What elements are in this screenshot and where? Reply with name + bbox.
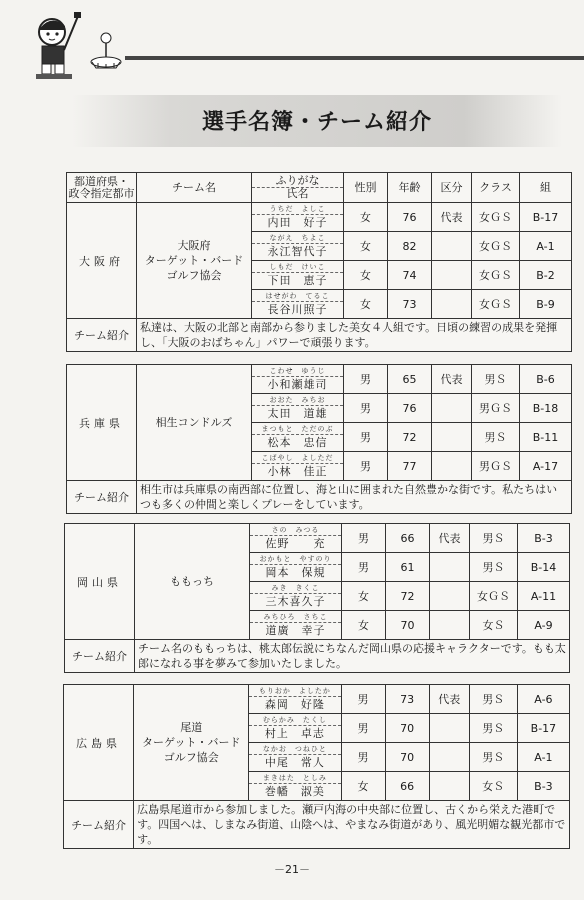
player-group: A-9 — [518, 611, 570, 640]
page-header — [0, 0, 584, 90]
player-class: 女ＧＳ — [472, 203, 520, 232]
player-group: A-6 — [517, 685, 569, 714]
page-title: 選手名簿・チーム紹介 — [201, 110, 432, 135]
player-name: 道廣 幸子 — [265, 623, 326, 637]
player-group: A-11 — [518, 582, 570, 611]
golf-cup-icon — [88, 30, 124, 70]
player-category: 代表 — [429, 685, 469, 714]
player-name: 佐野 充 — [265, 536, 326, 550]
player-name: 中尾 常人 — [264, 755, 325, 769]
player-age: 73 — [388, 290, 432, 319]
player-category — [430, 582, 470, 611]
intro-label: チーム紹介 — [67, 319, 137, 352]
player-age: 74 — [388, 261, 432, 290]
player-class: 男Ｓ — [470, 553, 518, 582]
player-age: 70 — [385, 743, 429, 772]
header-group: 組 — [520, 173, 572, 203]
player-gender: 女 — [344, 261, 388, 290]
prefecture-cell: 岡山県 — [65, 524, 135, 640]
player-name: 下田 恵子 — [267, 273, 328, 287]
player-furigana: こわせ ゆうじ — [252, 367, 343, 377]
player-gender: 男 — [344, 452, 388, 481]
player-name: 村上 卓志 — [264, 726, 325, 740]
player-name-cell — [250, 611, 342, 640]
intro-label: チーム紹介 — [64, 801, 134, 849]
player-age: 66 — [385, 772, 429, 801]
player-gender: 男 — [341, 743, 385, 772]
player-gender: 女 — [341, 772, 385, 801]
player-furigana: さの みつる — [250, 526, 341, 536]
player-category — [432, 423, 472, 452]
player-age: 70 — [386, 611, 430, 640]
page-number: －21－ — [274, 863, 310, 876]
player-name-cell — [252, 423, 344, 452]
player-category — [430, 611, 470, 640]
player-name-cell — [249, 743, 341, 772]
player-furigana: おおた みちお — [252, 396, 343, 406]
player-gender: 男 — [341, 685, 385, 714]
intro-text: 広島県尾道市から参加しました。瀬戸内海の中央部に位置し、古くから栄えた港町です。四国へは、しまなみ街道、山陰へは、やまなみ街道があり、風光明媚な観光都市です。 — [134, 801, 570, 849]
player-class: 女Ｓ — [470, 611, 518, 640]
team-name-cell: 大阪府 ターゲット・バード ゴルフ協会 — [137, 203, 252, 319]
player-name: 三木喜久子 — [265, 594, 326, 608]
player-class: 男Ｓ — [469, 714, 517, 743]
header-prefecture: 都道府県・ 政令指定都市 — [67, 173, 137, 203]
player-name: 内田 好子 — [267, 215, 328, 229]
player-name: 小和瀬雄司 — [267, 377, 328, 391]
player-group: B-18 — [520, 394, 572, 423]
player-class: 男Ｓ — [472, 423, 520, 452]
player-class: 男Ｓ — [469, 685, 517, 714]
player-name-cell — [250, 524, 342, 553]
player-furigana: うちだ よしこ — [252, 205, 343, 215]
player-class: 男Ｓ — [472, 365, 520, 394]
player-age: 82 — [388, 232, 432, 261]
player-name-cell — [252, 261, 344, 290]
intro-row — [67, 481, 572, 514]
player-class: 男Ｓ — [469, 743, 517, 772]
player-class: 女ＧＳ — [472, 232, 520, 261]
team-table — [66, 172, 572, 352]
player-gender: 女 — [344, 290, 388, 319]
player-group: B-6 — [520, 365, 572, 394]
player-furigana: むらかみ たくし — [249, 716, 340, 726]
player-age: 65 — [388, 365, 432, 394]
player-age: 66 — [386, 524, 430, 553]
player-name: 永江智代子 — [267, 244, 328, 258]
player-group: B-3 — [518, 524, 570, 553]
team-name-cell: ももっち — [135, 524, 250, 640]
player-name-cell — [252, 394, 344, 423]
player-category — [432, 261, 472, 290]
player-name: 長谷川照子 — [267, 302, 328, 316]
player-name-cell — [250, 582, 342, 611]
prefecture-cell: 兵庫県 — [67, 365, 137, 481]
player-name: 森岡 好隆 — [264, 697, 325, 711]
player-age: 76 — [388, 203, 432, 232]
player-gender: 女 — [344, 203, 388, 232]
player-furigana: もりおか よしたか — [249, 687, 340, 697]
player-group: B-17 — [517, 714, 569, 743]
player-row — [64, 685, 570, 714]
player-furigana: みき きくこ — [250, 584, 341, 594]
player-class: 女ＧＳ — [470, 582, 518, 611]
player-furigana: みちひろ さちこ — [250, 613, 341, 623]
header-name — [252, 173, 344, 203]
intro-text: 相生市は兵庫県の南西部に位置し、海と山に囲まれた自然豊かな街です。私たちはいつも多くの仲間と楽しくプレーをしています。 — [137, 481, 572, 514]
header-age: 年齢 — [388, 173, 432, 203]
player-category — [432, 232, 472, 261]
team-table — [66, 364, 572, 514]
player-group: B-11 — [520, 423, 572, 452]
header-category: 区分 — [432, 173, 472, 203]
player-category: 代表 — [432, 365, 472, 394]
golfer-mascot-icon — [30, 10, 82, 80]
player-category — [432, 290, 472, 319]
header-rule — [125, 56, 584, 60]
player-name: 岡本 保規 — [265, 565, 326, 579]
player-gender: 男 — [344, 423, 388, 452]
intro-text: 私達は、大阪の北部と南部から参りました美女４人組です。日頃の練習の成果を発揮し、「大阪のおばちゃん」パワーで頑張ります。 — [137, 319, 572, 352]
player-furigana: おかもと やすのり — [250, 555, 341, 565]
player-furigana: ながえ ちよこ — [252, 234, 343, 244]
player-name-cell — [252, 232, 344, 261]
player-name-cell — [252, 290, 344, 319]
player-category — [432, 394, 472, 423]
player-class: 女ＧＳ — [472, 261, 520, 290]
player-category — [429, 743, 469, 772]
player-furigana: こばやし よしただ — [252, 454, 343, 464]
player-age: 70 — [385, 714, 429, 743]
player-class: 女ＧＳ — [472, 290, 520, 319]
player-row — [67, 203, 572, 232]
player-class: 男ＧＳ — [472, 452, 520, 481]
player-gender: 女 — [342, 582, 386, 611]
player-gender: 女 — [342, 611, 386, 640]
player-gender: 女 — [344, 232, 388, 261]
player-age: 76 — [388, 394, 432, 423]
header-row — [67, 173, 572, 203]
title-band — [72, 95, 562, 147]
player-gender: 男 — [344, 365, 388, 394]
player-name: 太田 道雄 — [267, 406, 328, 420]
intro-row — [64, 801, 570, 849]
player-furigana: なかお つねひと — [249, 745, 340, 755]
player-name: 小林 佳正 — [267, 464, 328, 478]
player-name: 松本 忠信 — [267, 435, 328, 449]
player-group: B-14 — [518, 553, 570, 582]
player-class: 男Ｓ — [470, 524, 518, 553]
player-furigana: はせがわ てるこ — [252, 292, 343, 302]
player-name-cell — [252, 365, 344, 394]
intro-row — [67, 319, 572, 352]
player-age: 72 — [388, 423, 432, 452]
player-group: A-1 — [520, 232, 572, 261]
player-furigana: しもだ けいこ — [252, 263, 343, 273]
team-table — [63, 684, 570, 849]
header-gender: 性別 — [344, 173, 388, 203]
player-group: A-1 — [517, 743, 569, 772]
player-category — [429, 714, 469, 743]
player-group: B-9 — [520, 290, 572, 319]
player-category: 代表 — [430, 524, 470, 553]
player-category — [432, 452, 472, 481]
header-kanji-name: 氏名 — [286, 187, 309, 200]
prefecture-cell: 大阪府 — [67, 203, 137, 319]
player-name-cell — [249, 714, 341, 743]
player-age: 72 — [386, 582, 430, 611]
player-age: 77 — [388, 452, 432, 481]
team-name-cell: 相生コンドルズ — [137, 365, 252, 481]
header-team-name: チーム名 — [137, 173, 252, 203]
player-category: 代表 — [432, 203, 472, 232]
player-name-cell — [252, 452, 344, 481]
player-age: 73 — [385, 685, 429, 714]
player-gender: 男 — [344, 394, 388, 423]
player-name-cell — [252, 203, 344, 232]
player-age: 61 — [386, 553, 430, 582]
player-gender: 男 — [342, 553, 386, 582]
player-name-cell — [250, 553, 342, 582]
intro-row — [65, 640, 570, 673]
player-group: A-17 — [520, 452, 572, 481]
player-group: B-2 — [520, 261, 572, 290]
player-furigana: まきはた としみ — [249, 774, 340, 784]
player-category — [429, 772, 469, 801]
player-furigana: まつもと ただのぶ — [252, 425, 343, 435]
team-table — [64, 523, 570, 673]
player-row — [67, 365, 572, 394]
player-group: B-17 — [520, 203, 572, 232]
intro-label: チーム紹介 — [67, 481, 137, 514]
player-row — [65, 524, 570, 553]
header-furigana: ふりがな — [252, 175, 343, 188]
player-name: 巻幡 淑美 — [264, 784, 325, 798]
header-class: クラス — [472, 173, 520, 203]
player-name-cell — [249, 685, 341, 714]
player-gender: 男 — [341, 714, 385, 743]
player-gender: 男 — [342, 524, 386, 553]
team-name-cell: 尾道 ターゲット・バード ゴルフ協会 — [134, 685, 249, 801]
prefecture-cell: 広島県 — [64, 685, 134, 801]
intro-label: チーム紹介 — [65, 640, 135, 673]
player-category — [430, 553, 470, 582]
player-group: B-3 — [517, 772, 569, 801]
player-class: 女Ｓ — [469, 772, 517, 801]
player-name-cell — [249, 772, 341, 801]
intro-text: チーム名のももっちは、桃太郎伝説にちなんだ岡山県の応援キャラクターです。もも太郎になれる事を夢みて参加いたしました。 — [135, 640, 570, 673]
player-class: 男ＧＳ — [472, 394, 520, 423]
